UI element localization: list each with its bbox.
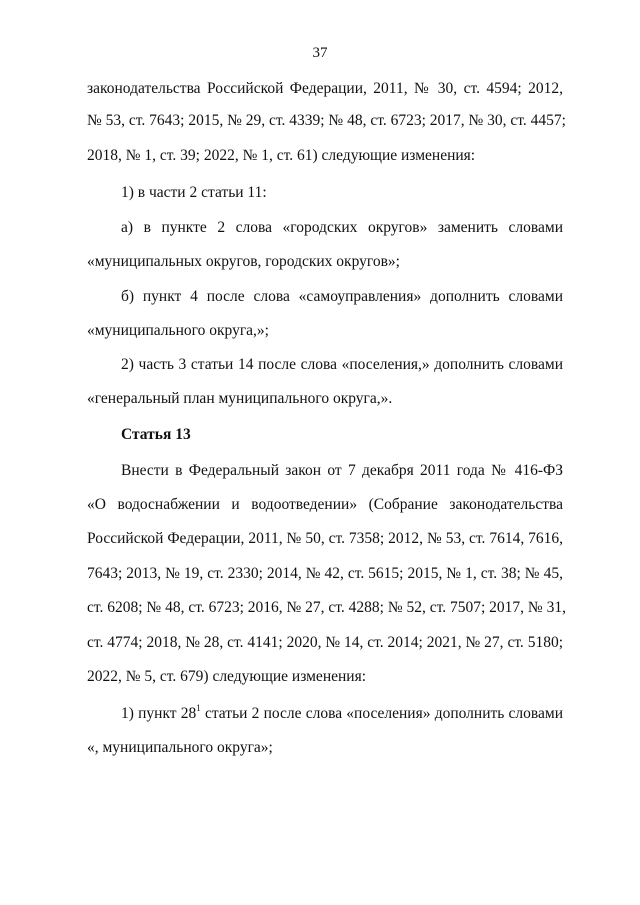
text-line: «, муниципального округа»; — [87, 739, 273, 756]
text-line: 7643; 2013, № 19, ст. 2330; 2014, № 42, ст. 5615; 2015, № 1, ст. 38; № 45, — [87, 565, 563, 582]
page-number: 37 — [312, 45, 328, 61]
superscript-marker: 1 — [196, 702, 201, 713]
text-line: 2018, № 1, ст. 39; 2022, № 1, ст. 61) следующие изменения: — [87, 147, 476, 164]
list-item — [121, 704, 563, 724]
list-item: а) в пункте 2 слова «городских округов» заменить словами — [121, 219, 563, 236]
item-28-end: статьи 2 после слова «поселения» дополнить словами — [200, 705, 563, 722]
list-item: 2) часть 3 статьи 14 после слова «поселения,» дополнить словами — [121, 356, 563, 373]
text-line: ст. 4774; 2018, № 28, ст. 4141; 2020, № 14, ст. 2014; 2021, № 27, ст. 5180; — [87, 634, 563, 651]
text-line: «генеральный план муниципального округа,». — [87, 390, 393, 407]
text-line: «О водоснабжении и водоотведении» (Собрание законодательства — [87, 496, 563, 513]
list-item: 1) в части 2 статьи 11: — [121, 184, 267, 201]
text-line: Российской Федерации, 2011, № 50, ст. 7358; 2012, № 53, ст. 7614, 7616, — [87, 530, 563, 547]
item-28-start: 1) пункт 28 — [121, 705, 197, 722]
text-line: ст. 6208; № 48, ст. 6723; 2016, № 27, ст. 4288; № 52, ст. 7507; 2017, № 31, — [87, 599, 566, 616]
text-line: законодательства Российской Федерации, 2011, № 30, ст. 4594; 2012, — [87, 80, 563, 97]
article-heading: Статья 13 — [121, 426, 191, 443]
text-line: № 53, ст. 7643; 2015, № 29, ст. 4339; № 48, ст. 6723; 2017, № 30, ст. 4457; — [87, 112, 566, 129]
text-line: «муниципальных округов, городских округов»; — [87, 253, 400, 270]
list-item: б) пункт 4 после слова «самоуправления» дополнить словами — [121, 288, 563, 305]
text-line: 2022, № 5, ст. 679) следующие изменения: — [87, 668, 367, 685]
text-line: Внести в Федеральный закон от 7 декабря 2011 года № 416-ФЗ — [121, 462, 563, 479]
text-line: «муниципального округа,»; — [87, 322, 269, 339]
